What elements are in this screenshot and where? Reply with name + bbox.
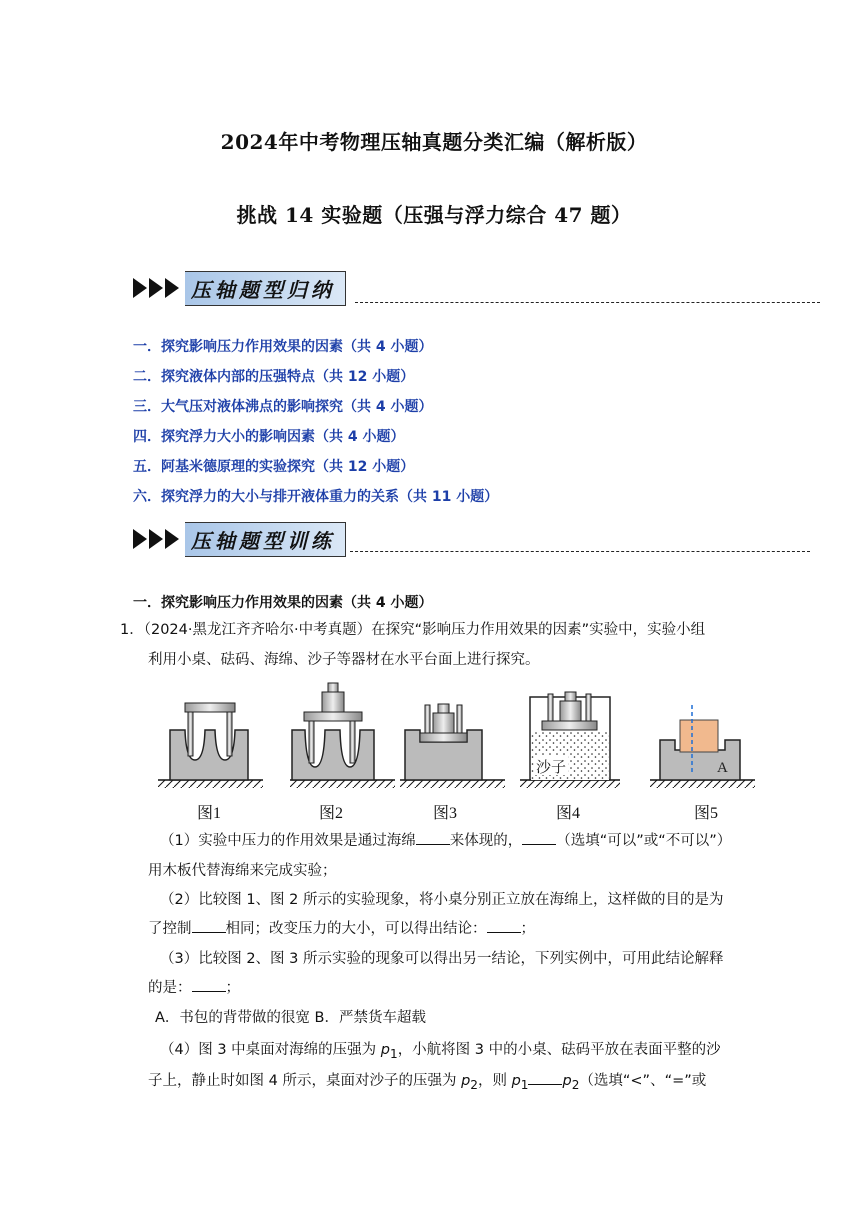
answer-blank[interactable] (487, 918, 521, 933)
toc-item[interactable]: 一．探究影响压力作用效果的因素（共 4 小题） (133, 339, 433, 355)
summary-banner-label: 压轴题型归纳 (185, 271, 346, 306)
summary-banner (133, 272, 346, 304)
figure-5 (650, 705, 755, 788)
experiment-figures (150, 675, 770, 795)
answer-blank[interactable] (192, 977, 226, 992)
answer-blank[interactable] (528, 1070, 562, 1085)
figure-label: 图1 (196, 805, 221, 822)
answer-blank[interactable] (192, 918, 226, 933)
subquestion-4: （4）图 3 中桌面对海绵的压强为 $p_1$，小航将图 3 中的小桌、砝码平放在表面平整的沙 (160, 1042, 721, 1061)
training-banner (133, 523, 346, 555)
toc-item[interactable]: 二．探究液体内部的压强特点（共 12 小题） (133, 369, 415, 385)
subquestion-3-cont: 的是： ； (148, 973, 240, 1003)
divider (355, 302, 820, 303)
question-text: 利用小桌、砝码、海绵、沙子等器材在水平台面上进行探究。 (148, 652, 540, 668)
document-subtitle: 挑战 14 实验题（压强与浮力综合 47 题） (236, 203, 632, 227)
p1-symbol: p (380, 1042, 390, 1058)
divider (350, 551, 810, 552)
subquestion-1: （1）实验中压力的作用效果是通过海绵 来体现的， （选填“可以”或“不可以”） (160, 826, 731, 856)
toc-item[interactable]: 四．探究浮力大小的影响因素（共 4 小题） (133, 429, 405, 445)
figure-3 (400, 704, 505, 788)
figure-4 (520, 692, 620, 788)
p2-symbol: p (461, 1073, 471, 1089)
figure-label: 图3 (432, 805, 457, 822)
answer-blank[interactable] (522, 830, 556, 845)
document-title: 2024年中考物理压轴真题分类汇编（解析版） (220, 130, 648, 154)
question-text: 1．（2024·黑龙江齐齐哈尔·中考真题）在探究“影响压力作用效果的因素”实验中，实验小组 (120, 622, 706, 638)
sand-label: 沙子 (536, 759, 567, 776)
subquestion-4-cont: 子上，静止时如图 4 所示，桌面对沙子的压强为 $p_2$，则 $p_1$ $p_2$（选填“<”、“=”或 (148, 1066, 706, 1100)
subquestion-3: （3）比较图 2、图 3 所示实验的现象可以得出另一结论，下列实例中，可用此结论解释 (160, 951, 724, 967)
answer-options: A．书包的背带做的很宽 B．严禁货车超载 (155, 1010, 426, 1026)
toc-item[interactable]: 六．探究浮力的大小与排开液体重力的关系（共 11 小题） (133, 489, 499, 505)
subquestion-2-cont: 了控制 相同；改变压力的大小，可以得出结论： ； (148, 914, 535, 944)
toc-item[interactable]: 五．阿基米德原理的实验探究（共 12 小题） (133, 459, 415, 475)
training-banner-label: 压轴题型训练 (185, 522, 346, 557)
toc-item[interactable]: 三．大气压对液体沸点的影响探究（共 4 小题） (133, 399, 433, 415)
answer-blank[interactable] (416, 830, 450, 845)
subquestion-1-cont: 用木板代替海绵来完成实验； (148, 863, 337, 879)
figure-label: 图2 (318, 805, 343, 822)
triple-arrow-icon (133, 529, 179, 549)
subquestion-2: （2）比较图 1、图 2 所示的实验现象，将小桌分别正立放在海绵上，这样做的目的是为 (160, 892, 724, 908)
figure-label: 图4 (555, 805, 580, 822)
figure-1 (158, 703, 263, 788)
figure-2 (290, 683, 395, 788)
figure-label: 图5 (693, 805, 718, 822)
section-heading: 一．探究影响压力作用效果的因素（共 4 小题） (133, 595, 433, 611)
triple-arrow-icon (133, 278, 179, 298)
fig5-label: A (717, 760, 728, 776)
